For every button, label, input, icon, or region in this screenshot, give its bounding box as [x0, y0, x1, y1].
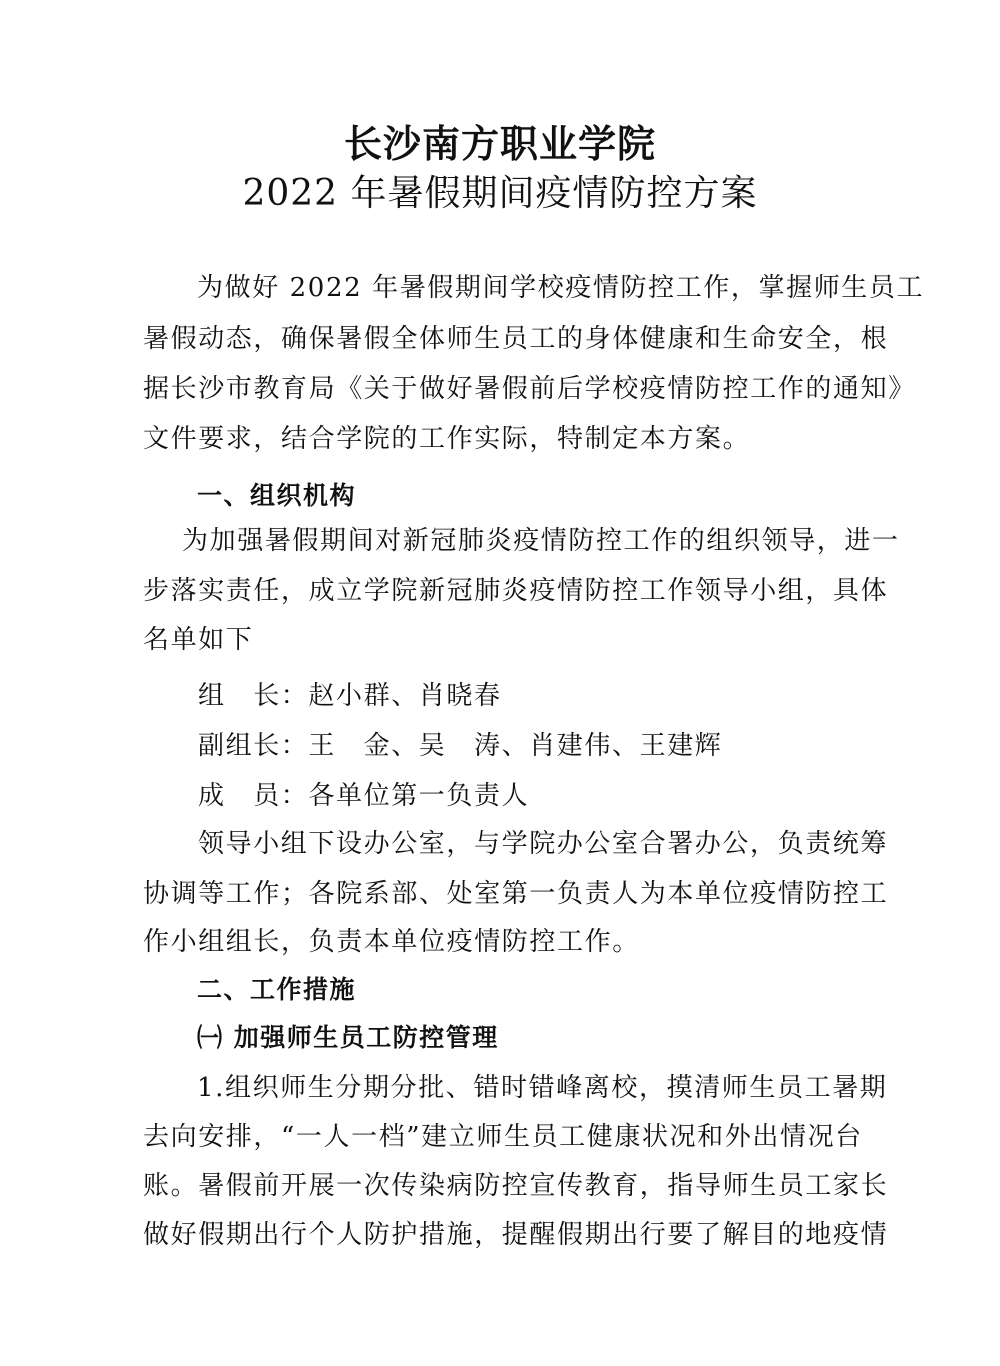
- intro-line-4: 文件要求，结合学院的工作实际，特制定本方案。: [143, 424, 751, 454]
- leader-line: 组 长：赵小群、肖晓春: [198, 681, 502, 711]
- intro-line-2: 暑假动态，确保暑假全体师生员工的身体健康和生命安全，根: [143, 324, 889, 354]
- measures-line-3: 账。暑假前开展一次传染病防控宣传教育，指导师生员工家长: [143, 1171, 889, 1201]
- organization-line-3: 名单如下: [143, 625, 254, 655]
- intro-line-3: 据长沙市教育局《关于做好暑假前后学校疫情防控工作的通知》: [143, 374, 916, 404]
- subsection-heading-management: ㈠ 加强师生员工防控管理: [197, 1023, 499, 1052]
- document-subtitle: 2022 年暑假期间疫情防控方案: [242, 173, 758, 214]
- organization-line-1: 为加强暑假期间对新冠肺炎疫情防控工作的组织领导，进一: [182, 526, 900, 556]
- office-line-2: 协调等工作；各院系部、处室第一负责人为本单位疫情防控工: [143, 879, 889, 909]
- measures-line-2: 去向安排，“一人一档”建立师生员工健康状况和外出情况台: [143, 1122, 863, 1152]
- office-line-1: 领导小组下设办公室，与学院办公室合署办公，负责统筹: [198, 829, 889, 859]
- measures-line-4: 做好假期出行个人防护措施，提醒假期出行要了解目的地疫情: [143, 1220, 889, 1250]
- document-title: 长沙南方职业学院: [343, 121, 656, 166]
- intro-line-1: 为做好 2022 年暑假期间学校疫情防控工作，掌握师生员工: [197, 273, 925, 303]
- member-line: 成 员：各单位第一负责人: [198, 781, 530, 811]
- organization-line-2: 步落实责任，成立学院新冠肺炎疫情防控工作领导小组，具体: [143, 576, 889, 606]
- measures-line-1: 1.组织师生分期分批、错时错峰离校，摸清师生员工暑期: [197, 1073, 888, 1103]
- office-line-3: 作小组组长，负责本单位疫情防控工作。: [143, 927, 640, 957]
- section-heading-organization: 一、组织机构: [197, 481, 357, 510]
- deputy-leader-line: 副组长：王 金、吴 涛、肖建伟、王建辉: [198, 731, 723, 761]
- section-heading-measures: 二、工作措施: [197, 975, 357, 1004]
